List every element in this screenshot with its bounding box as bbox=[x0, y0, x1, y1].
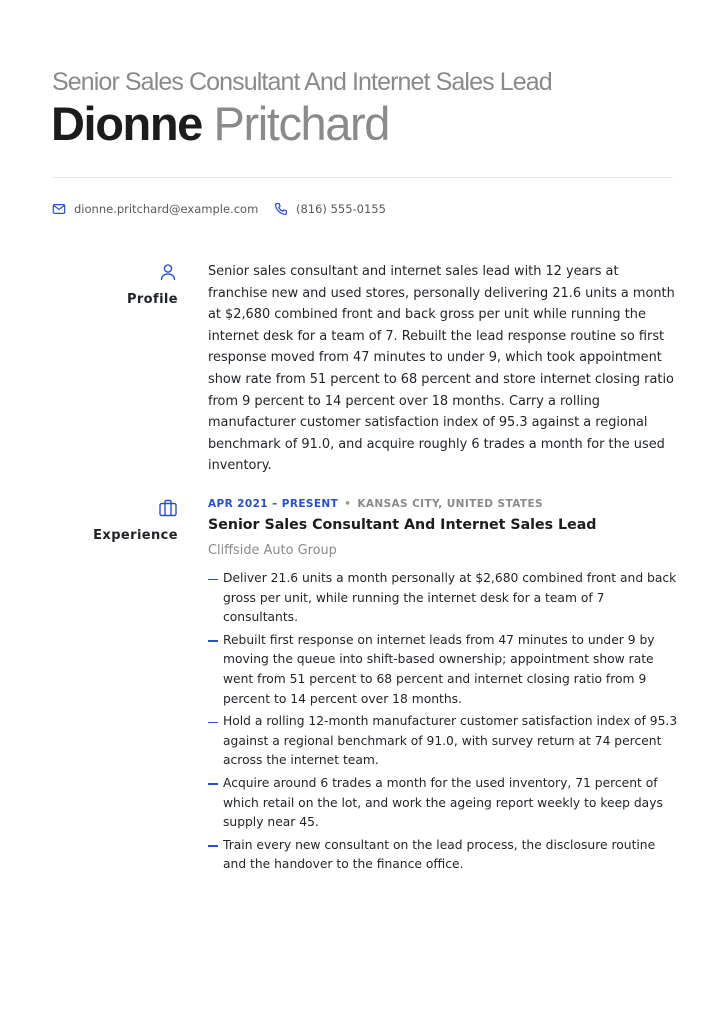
contact-email[interactable] bbox=[52, 200, 258, 218]
experience-label: Experience bbox=[93, 528, 178, 543]
job-title: Senior Sales Consultant And Internet Sales Lead bbox=[52, 68, 552, 96]
header-divider bbox=[52, 177, 673, 178]
first-name: Dionne bbox=[51, 97, 202, 150]
user-icon bbox=[158, 262, 178, 282]
mail-icon bbox=[52, 202, 66, 216]
experience-meta bbox=[208, 498, 543, 510]
candidate-name bbox=[51, 96, 389, 152]
contact-phone[interactable] bbox=[274, 200, 386, 218]
bullet-item: Hold a rolling 12-month manufacturer customer satisfaction index of 95.3 against a regional benchmark of 91.0, with survey return at 74 percent across the internet team. bbox=[208, 712, 678, 771]
briefcase-icon bbox=[158, 498, 178, 518]
experience-role: Senior Sales Consultant And Internet Sales Lead bbox=[208, 517, 597, 533]
experience-dates: APR 2021 – PRESENT bbox=[208, 498, 339, 510]
experience-location: KANSAS CITY, UNITED STATES bbox=[357, 498, 543, 510]
bullet-item: Acquire around 6 trades a month for the used inventory, 71 percent of which retail on the lot, and work the ageing report weekly to keep days supply near 45. bbox=[208, 774, 678, 833]
experience-company: Cliffside Auto Group bbox=[208, 543, 337, 558]
profile-summary: Senior sales consultant and internet sales lead with 12 years at franchise new and used stores, personally delivering 21.6 units a month at $2,680 combined front and back gross per unit while running the internet desk for a team of 7. Rebuilt the lead response routine so first response moved from 47 minutes to under 9, which took appointment show rate from 51 percent to 68 percent and store internet closing ratio from 9 percent to 14 percent over 18 months. Carry a rolling manufacturer customer satisfaction index of 95.3 against a regional benchmark of 91.0, and acquire roughly 6 trades a month for the used inventory. bbox=[208, 264, 675, 474]
bullet-item: Deliver 21.6 units a month personally at $2,680 combined front and back gross per unit, while running the internet desk for a team of 7 consultants. bbox=[208, 569, 678, 628]
experience-bullets bbox=[208, 569, 678, 878]
email-text: dionne.pritchard@example.com bbox=[74, 202, 259, 216]
phone-text: (816) 555-0155 bbox=[296, 202, 386, 216]
phone-icon bbox=[274, 202, 288, 216]
profile-label: Profile bbox=[126, 292, 178, 307]
last-name: Pritchard bbox=[213, 97, 390, 150]
bullet-item: Train every new consultant on the lead process, the disclosure routine and the handover to the finance office. bbox=[208, 836, 678, 875]
meta-separator: • bbox=[344, 498, 352, 510]
bullet-item: Rebuilt first response on internet leads from 47 minutes to under 9 by moving the queue into shift-based ownership; appointment show rate went from 51 percent to 68 percent and internet closing ratio from 9 percent to 14 percent over 18 months. bbox=[208, 631, 678, 709]
